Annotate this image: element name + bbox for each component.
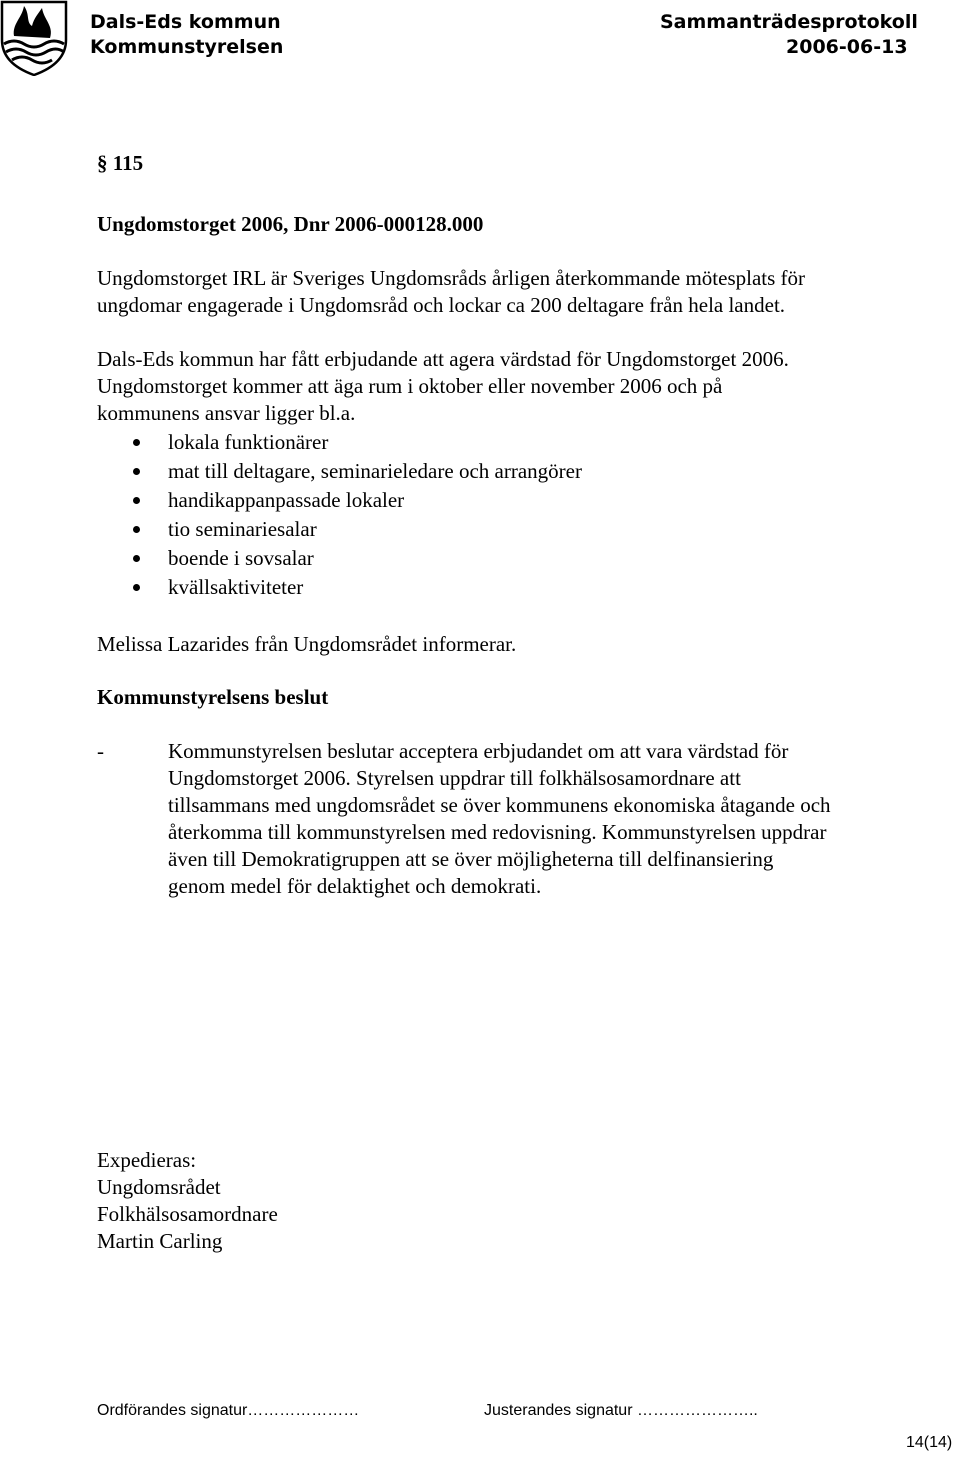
bullet-icon	[133, 584, 140, 591]
meeting-date: 2006-06-13	[786, 36, 908, 58]
paragraph-line: ungdomar engagerade i Ungdomsråd och lockar ca 200 deltagare från hela landet.	[97, 293, 786, 317]
decision-line: genom medel för delaktighet och demokrati.	[168, 874, 542, 898]
decision-dash: -	[97, 739, 104, 763]
section-symbol: §	[97, 151, 108, 175]
bullet-icon	[133, 468, 140, 475]
municipal-crest-icon	[0, 0, 68, 76]
decision-line: Kommunstyrelsen beslutar acceptera erbjudandet om att vara värdstad för	[168, 739, 789, 763]
bullet-icon	[133, 497, 140, 504]
adjuster-signature: Justerandes signatur …………………..	[484, 1402, 758, 1419]
paragraph-line: Ungdomstorget kommer att äga rum i oktober eller november 2006 och på	[97, 374, 723, 398]
doc-type: Sammanträdesprotokoll	[660, 11, 918, 33]
bullet-icon	[133, 526, 140, 533]
list-item: mat till deltagare, seminarieledare och arrangörer	[168, 458, 582, 487]
distribution-recipient: Folkhälsosamordnare	[97, 1202, 278, 1226]
decision-line: även till Demokratigruppen att se över möjligheterna till delfinansiering	[168, 847, 774, 871]
decision-text	[168, 738, 831, 900]
list-item: handikappanpassade lokaler	[168, 487, 582, 516]
list-item: tio seminariesalar	[168, 516, 582, 545]
paragraph-line: Dals-Eds kommun har fått erbjudande att agera värdstad för Ungdomstorget 2006.	[97, 347, 789, 371]
org-name: Dals-Eds kommun	[90, 11, 281, 33]
distribution-recipient: Ungdomsrådet	[97, 1175, 221, 1199]
distribution-block	[97, 1147, 278, 1255]
bullet-icon	[133, 439, 140, 446]
distribution-recipient: Martin Carling	[97, 1229, 223, 1253]
responsibility-list	[168, 429, 582, 603]
decision-line: tillsammans med ungdomsrådet se över kommunens ekonomiska åtagande och	[168, 793, 831, 817]
list-item: lokala funktionärer	[168, 429, 582, 458]
list-item: boende i sovsalar	[168, 545, 582, 574]
paragraph-intro	[97, 265, 805, 319]
paragraph-line: kommunens ansvar ligger bl.a.	[97, 401, 356, 425]
decision-heading: Kommunstyrelsens beslut	[97, 685, 329, 709]
body-name: Kommunstyrelsen	[90, 36, 284, 58]
municipal-crest-logo	[0, 0, 68, 76]
decision-line: återkomma till kommunstyrelsen med redovisning. Kommunstyrelsen uppdrar	[168, 820, 827, 844]
info-line: Melissa Lazarides från Ungdomsrådet informerar.	[97, 632, 517, 656]
section-number	[97, 150, 143, 177]
chair-signature: Ordförandes signatur…………………	[97, 1402, 360, 1419]
bullet-icon	[133, 555, 140, 562]
decision-line: Ungdomstorget 2006. Styrelsen uppdrar till folkhälsosamordnare att	[168, 766, 741, 790]
list-item: kvällsaktiviteter	[168, 574, 582, 603]
paragraph-host	[97, 346, 789, 427]
paragraph-line: Ungdomstorget IRL är Sveriges Ungdomsråds årligen återkommande mötesplats för	[97, 266, 806, 290]
section-title: Ungdomstorget 2006, Dnr 2006-000128.000	[97, 212, 484, 236]
page-number: 14(14)	[906, 1434, 953, 1451]
section-number-value: 115	[112, 151, 144, 175]
distribution-label: Expedieras:	[97, 1148, 197, 1172]
